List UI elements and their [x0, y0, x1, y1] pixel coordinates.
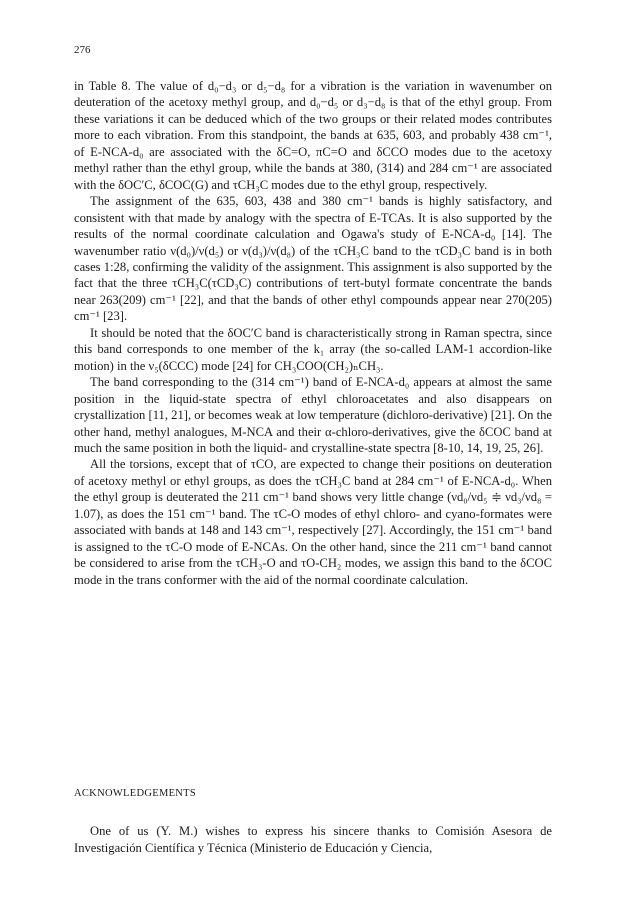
paragraph-band-correspondence: The band corresponding to the (314 cm⁻¹) band of E-NCA-d₀ appears at almost the same position in the liquid-state spectra of ethyl chloroacetates and also disappears on crystallization [11, 21], or becomes weak at low temperature (dichloro-derivative) [21]. On the other hand, methyl analogues, M-NCA and their α-chloro-derivatives, give the δCOC band at much the same position in both the liquid- and crystalline-state spectra [8-10, 14, 19, 25, 26]. — [74, 375, 552, 455]
paragraph-assignment: The assignment of the 635, 603, 438 and 380 cm⁻¹ bands is highly satisfactory, and consistent with that made by analogy with the spectra of E-TCAs. It is also supported by the results of the normal coordinate calculation and Ogawa's study of E-NCA-d₀ [14]. The wavenumber ratio ν(d₀)/ν(d₅) or ν(d₃)/ν(d₈) of the τCH₃C band to the τCD₃C band is in both cases 1:28, confirming the validity of the assignment. This assignment is also supported by the fact that the three τCH₃C(τCD₃C) contributions of tert-butyl formate concentrate the bands near 263(209) cm⁻¹ [22], and that the bands of other ethyl compounds appear near 270(205) cm⁻¹ [23]. — [74, 194, 552, 324]
paragraph-raman-note: It should be noted that the δOC′C band is characteristically strong in Raman spectra, since this band corresponds to one member of the k₁ array (the so-called LAM-1 accordion-like motion) in the ν₅(δCCC) mode [24] for CH₃COO(CH₂)ₙCH₃. — [74, 325, 552, 373]
paragraph-torsions: All the torsions, except that of τCO, are expected to change their positions on deuteration of acetoxy methyl or ethyl groups, as does the τCH₃C band at 284 cm⁻¹ of E-NCA-d₀. When the ethyl group is deuterated the 211 cm⁻¹ band shows very little change (νd₀/νd₅ ≑ νd₃/νd₈ = 1.07), as does the 151 cm⁻¹ band. The τC-O modes of ethyl chloro- and cyano-formates were associated with bands at 148 and 143 cm⁻¹, respectively [27]. Accordingly, the 151 cm⁻¹ band is assigned to the τC-O mode of E-NCAs. On the other hand, since the 211 cm⁻¹ band cannot be considered to arise from the τCH₃-O and τO-CH₂ modes, we assign this band to the δCOC mode in the trans conformer with the aid of the normal coordinate calculation. — [74, 457, 552, 587]
acknowledgements-heading: ACKNOWLEDGEMENTS — [74, 788, 197, 799]
body-text — [74, 78, 552, 588]
page-number: 276 — [74, 44, 91, 56]
paragraph-continuation: in Table 8. The value of d₀−d₃ or d₅−d₈ for a vibration is the variation in wavenumber on deuteration of the acetoxy methyl group, and d₀−d₅ or d₃−d₈ is that of the ethyl group. From these variations it can be deduced which of the two groups or their related modes contributes more to each vibration. From this standpoint, the bands at 635, 603, and probably 438 cm⁻¹, of E-NCA-d₀ are associated with the δC=O, πC=O and δCCO modes due to the acetoxy methyl rather than the ethyl group, while the bands at 380, (314) and 284 cm⁻¹ are associated with the δOC′C, δCOC(G) and τCH₃C modes due to the ethyl group, respectively. — [74, 79, 552, 192]
acknowledgements-text: One of us (Y. M.) wishes to express his sincere thanks to Comisión Asesora de Investigación Científica y Técnica (Ministerio de Educación y Ciencia, — [74, 824, 552, 855]
